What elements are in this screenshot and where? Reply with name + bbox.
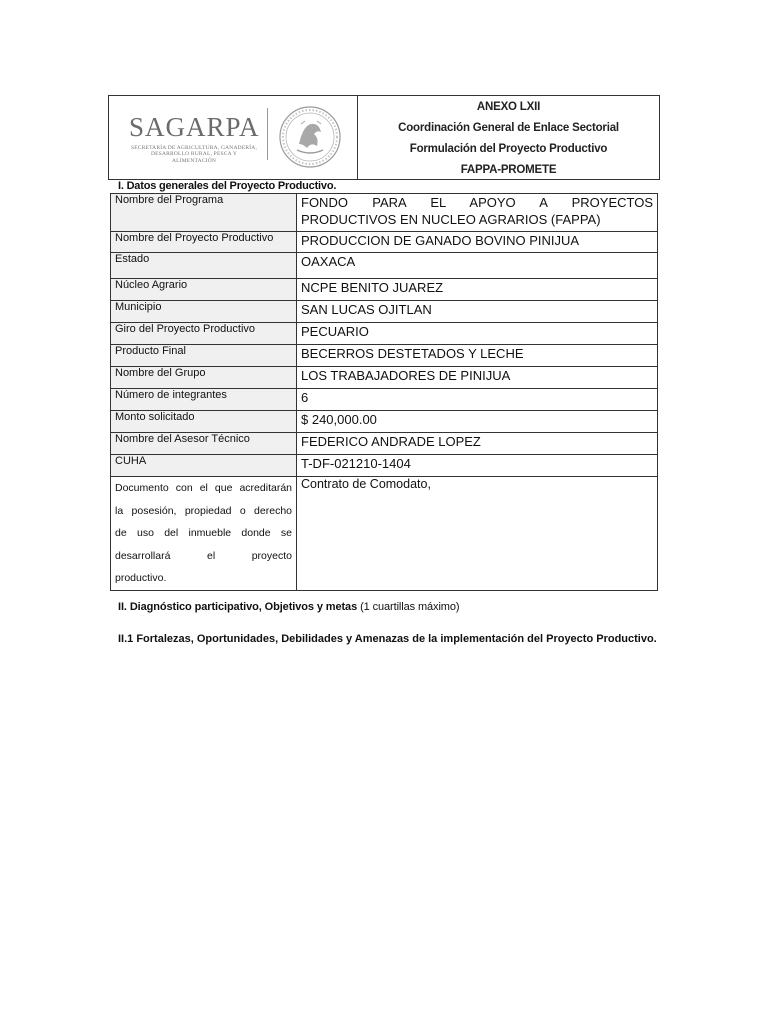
project-data-table <box>110 193 658 591</box>
row-label: Municipio <box>111 301 297 323</box>
document-value: Contrato de Comodato, <box>297 477 658 591</box>
row-value: FEDERICO ANDRADE LOPEZ <box>297 433 658 455</box>
table-row <box>111 389 658 411</box>
document-label-line: de uso del inmueble donde se <box>115 527 292 540</box>
table-row <box>111 367 658 389</box>
section-2-1-text: II.1 Fortalezas, Oportunidades, Debilidades y Amenazas de la implementación del Proyecto Productivo. <box>118 633 657 645</box>
table-row <box>111 323 658 345</box>
row-label: Nombre del Grupo <box>111 367 297 389</box>
row-value: BECERROS DESTETADOS Y LECHE <box>297 345 658 367</box>
row-label: Producto Final <box>111 345 297 367</box>
section-2-title <box>118 601 459 613</box>
logo-area <box>109 96 358 179</box>
document-label-line: Documento con el que acreditarán <box>115 482 292 494</box>
annex-title: ANEXO LXII <box>476 101 541 113</box>
program-code-title: FAPPA-PROMETE <box>460 164 557 176</box>
logo-divider <box>267 108 268 160</box>
document-header <box>108 95 660 180</box>
row-value: 6 <box>297 389 658 411</box>
row-label: Nombre del Programa <box>111 194 297 232</box>
row-value: LOS TRABAJADORES DE PINIJUA <box>297 367 658 389</box>
row-label: Monto solicitado <box>111 411 297 433</box>
row-value: PECUARIO <box>297 323 658 345</box>
row-label: Estado <box>111 253 297 279</box>
row-value: SAN LUCAS OJITLAN <box>297 301 658 323</box>
document-label-line: la posesión, propiedad o derecho <box>115 504 292 517</box>
document-label <box>111 477 297 591</box>
table-row <box>111 232 658 253</box>
table-row-document <box>111 477 658 591</box>
row-label: Giro del Proyecto Productivo <box>111 323 297 345</box>
table-row <box>111 433 658 455</box>
row-value <box>297 194 658 232</box>
formulation-title: Formulación del Proyecto Productivo <box>409 143 608 155</box>
row-value: OAXACA <box>297 253 658 279</box>
coordination-title: Coordinación General de Enlace Sectorial <box>398 122 619 134</box>
section-2-note: (1 cuartillas máximo) <box>360 601 460 613</box>
section-2-heading: II. Diagnóstico participativo, Objetivos y metas <box>118 601 358 613</box>
table-row <box>111 301 658 323</box>
row-value: PRODUCCION DE GANADO BOVINO PINIJUA <box>297 232 658 253</box>
sagarpa-logo-subtitle: SECRETARÍA DE AGRICULTURA, GANADERÍA, DESARROLLO RURAL, PESCA Y ALIMENTACIÓN <box>130 145 258 164</box>
section-1-title: I. Datos generales del Proyecto Productivo. <box>118 180 337 192</box>
document-label-line: desarrollará el proyecto <box>115 549 292 562</box>
national-seal-icon <box>277 104 343 170</box>
document-label-line: productivo. <box>115 572 167 585</box>
table-row <box>111 194 658 232</box>
row-label: Núcleo Agrario <box>111 279 297 301</box>
row-label: CUHA <box>111 455 297 477</box>
table-row <box>111 279 658 301</box>
row-value-line-1: FONDO PARA EL APOYO A PROYECTOS <box>301 195 653 210</box>
row-value: T-DF-021210-1404 <box>297 455 658 477</box>
row-label: Número de integrantes <box>111 389 297 411</box>
row-label: Nombre del Proyecto Productivo <box>111 232 297 253</box>
row-value: NCPE BENITO JUAREZ <box>297 279 658 301</box>
table-row <box>111 411 658 433</box>
row-value-line-2: PRODUCTIVOS EN NUCLEO AGRARIOS (FAPPA) <box>301 212 601 227</box>
row-label: Nombre del Asesor Técnico <box>111 433 297 455</box>
header-titles <box>358 96 659 179</box>
table-row <box>111 455 658 477</box>
table-row <box>111 345 658 367</box>
sagarpa-logo: SAGARPA <box>129 112 260 142</box>
section-2-1-title <box>108 628 660 650</box>
row-value: $ 240,000.00 <box>297 411 658 433</box>
table-row <box>111 253 658 279</box>
